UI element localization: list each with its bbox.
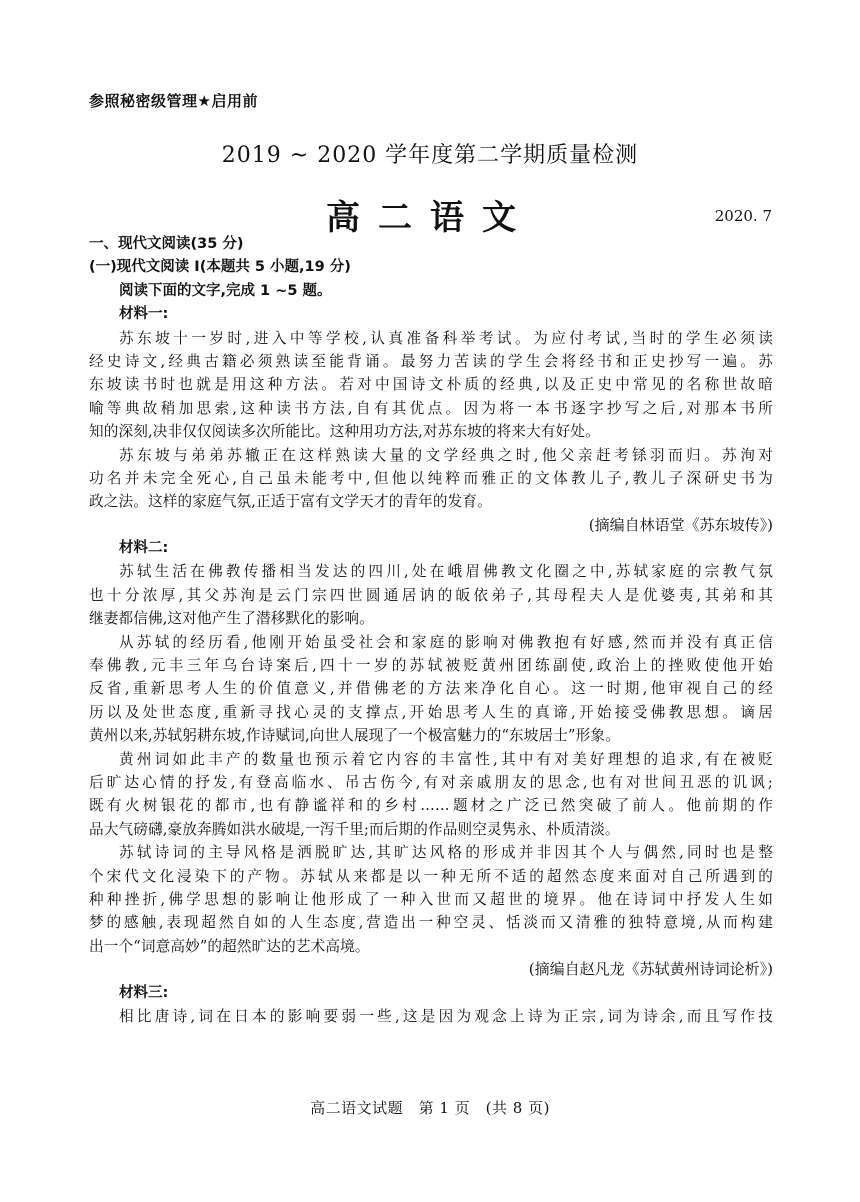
paragraph-line: 喻等典故稍加思索,这种读书方法,自有其优点。因为将一本书逐字抄写之后,对那本书所 (89, 399, 773, 417)
paragraph-line: 梦的感触,表现超然自如的人生态度,营造出一种空灵、恬淡而又清雅的独特意境,从而构建 (89, 914, 773, 932)
material-2-label: 材料二: (119, 540, 169, 557)
paragraph-line: 个宋代文化浸染下的产物。苏轼从来都是以一种无所不适的超然态度来面对自己所遇到的 (89, 867, 773, 885)
confidentiality-notice: 参照秘密级管理★启用前 (89, 92, 258, 110)
material-3-label: 材料三: (119, 984, 169, 1001)
reading-instruction: 阅读下面的文字,完成 1 ~5 题。 (119, 282, 332, 299)
paragraph-line: 反省,重新思考人生的价值意义,并借佛老的方法来净化自心。这一时期,他审视自己的经 (89, 680, 773, 698)
paragraph-line: 黄州词如此丰产的数量也预示着它内容的丰富性,其中有对美好理想的追求,有在被贬 (119, 750, 773, 768)
page-footer: 高二语文试题 第 1 页 (共 8 页) (310, 1099, 550, 1117)
paragraph-line: 既有火树银花的都市,也有静谧祥和的乡村……题材之广泛已然突破了前人。他前期的作 (89, 797, 773, 815)
paragraph-line: 相比唐诗,词在日本的影响要弱一些,这是因为观念上诗为正宗,词为诗余,而且写作技 (119, 1007, 773, 1025)
subject-title: 高二语文 (326, 198, 534, 238)
paragraph-line: 政之法。这样的家庭气氛,正适于富有文学天才的青年的发育。 (89, 493, 492, 511)
paragraph-line: 出一个“词意高妙”的超然旷达的艺术高境。 (89, 937, 370, 955)
paragraph-line: 苏东坡十一岁时,进入中等学校,认真准备科举考试。为应付考试,当时的学生必须读 (119, 329, 773, 347)
paragraph-line: 经史诗文,经典古籍必须熟读至能背诵。最努力苦读的学生会将经书和正史抄写一遍。苏 (89, 352, 773, 370)
section-title: 一、现代文阅读(35 分) (89, 236, 244, 252)
paragraph-line: 种种挫折,佛学思想的影响让他形成了一种入世而又超世的境界。他在诗词中抒发人生如 (89, 890, 773, 908)
paragraph-line: 东坡读书时也就是用这种方法。若对中国诗文朴质的经典,以及正史中常见的名称世故暗 (89, 376, 773, 394)
paragraph-line: 继妻都信佛,这对他产生了潜移默化的影响。 (89, 610, 374, 628)
exam-title: 2019 ~ 2020 学年度第二学期质量检测 (221, 143, 639, 168)
material-2-source: (摘编自赵凡龙《苏轼黄州诗词论析》) (528, 960, 773, 979)
paragraph-line: 历以及处世态度,重新寻找心灵的支撑点,开始思考人生的真谛,开始接受佛教思想。谪居 (89, 703, 773, 721)
exam-content (89, 233, 773, 1028)
paragraph-line: 苏轼诗词的主导风格是洒脱旷达,其旷达风格的形成并非因其个人与偶然,同时也是整 (119, 844, 773, 862)
exam-date: 2020. 7 (714, 207, 772, 225)
paragraph-line: 也十分浓厚,其父苏洵是云门宗四世圆通居讷的皈依弟子,其母程夫人是优婆夷,其弟和其 (89, 586, 773, 604)
paragraph-line: 苏轼生活在佛教传播相当发达的四川,处在峨眉佛教文化圈之中,苏轼家庭的宗教气氛 (119, 563, 773, 581)
paragraph-line: 黄州以来,苏轼躬耕东坡,作诗赋词,向世人展现了一个极富魅力的“东坡居士”形象。 (89, 727, 620, 745)
material-1-label: 材料一: (119, 306, 169, 323)
paragraph-line: 后旷达心情的抒发,有登高临水、吊古伤今,有对亲戚朋友的思念,也有对世间丑恶的讥讽; (89, 773, 773, 791)
paragraph-line: 知的深刻,决非仅仅阅读多次所能比。这种用功方法,对苏东坡的将来大有好处。 (89, 423, 600, 441)
paragraph-line: 奉佛教,元丰三年乌台诗案后,四十一岁的苏轼被贬黄州团练副使,政治上的挫败使他开始 (89, 657, 773, 675)
section-subtitle: (一)现代文阅读 I(本题共 5 小题,19 分) (89, 259, 351, 276)
paragraph-line: 品大气磅礴,豪放奔腾如洪水破堤,一泻千里;而后期的作品则空灵隽永、朴质清淡。 (89, 820, 620, 838)
paragraph-line: 功名并未完全死心,自己虽未能考中,但他以纯粹而雅正的文体教儿子,教儿子深研史书为 (89, 469, 773, 487)
material-1-source: (摘编自林语堂《苏东坡传》) (588, 515, 773, 534)
paragraph-line: 从苏轼的经历看,他刚开始虽受社会和家庭的影响对佛教抱有好感,然而并没有真正信 (119, 633, 773, 651)
paragraph-line: 苏东坡与弟弟苏辙正在这样熟读大量的文学经典之时,他父亲赶考铩羽而归。苏洵对 (119, 446, 773, 464)
